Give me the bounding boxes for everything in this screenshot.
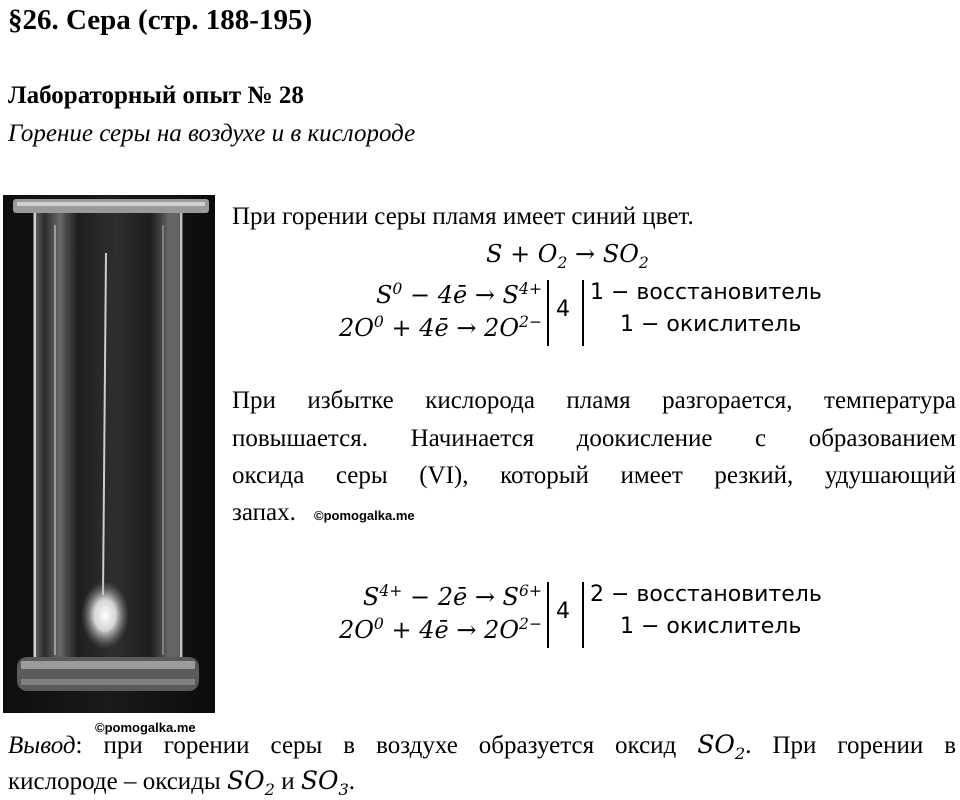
conclusion-text bbox=[8, 727, 956, 799]
excess-oxygen-text: При избытке кислорода пламя разгорается, температура повышается. Начинается доокисление с образованием оксида серы (VI), который имеет резкий, удушающий bbox=[232, 387, 956, 489]
half-reaction-1: $S^0$ − 4ē → $S^{4+}$ bbox=[375, 280, 542, 309]
lab-subheading: Горение серы на воздухе и в кислороде bbox=[8, 120, 416, 147]
redox-block-1 bbox=[232, 278, 542, 348]
excess-oxygen-text-end: запах. bbox=[232, 499, 296, 526]
lab-heading: Лабораторный опыт № 28 bbox=[8, 82, 304, 109]
separator-bar bbox=[547, 280, 549, 346]
conclusion-line-1: Вывод: при горении серы в воздухе образуется оксид $SO_2$. При горении в bbox=[8, 730, 956, 763]
page-title: §26. Сера (стр. 188-195) bbox=[8, 4, 313, 36]
separator-bar bbox=[582, 582, 584, 648]
watermark: ©pomogalka.me bbox=[95, 720, 196, 735]
conclusion-label: Вывод bbox=[8, 732, 76, 759]
separator-bar bbox=[582, 280, 584, 346]
redox-block-2 bbox=[232, 580, 542, 650]
separator-bar bbox=[547, 582, 549, 648]
oxidizer-label: 1 − окислитель bbox=[620, 614, 802, 639]
reducer-label: 1 − восстановитель bbox=[590, 280, 822, 305]
half-reaction-1: $S^{4+}$ − 2ē → $S^{6+}$ bbox=[362, 582, 542, 611]
electron-count: 4 bbox=[556, 297, 570, 322]
half-reaction-2: $2O^0$ + 4ē → $2O^{2-}$ bbox=[338, 313, 542, 342]
flame-color-text: При горении серы пламя имеет синий цвет. bbox=[232, 203, 694, 230]
glass-cylinder-photo bbox=[3, 195, 215, 713]
watermark: ©pomogalka.me bbox=[314, 508, 415, 523]
conclusion-line-2: кислороде – оксиды $SO_2$ и $SO_3$. bbox=[8, 766, 356, 799]
main-equation: $S + O_2 \to SO_2$ bbox=[486, 240, 649, 272]
electron-count: 4 bbox=[556, 599, 570, 624]
half-reaction-2: $2O^0$ + 4ē → $2O^{2-}$ bbox=[338, 615, 542, 644]
reducer-label: 2 − восстановитель bbox=[590, 582, 822, 607]
oxidizer-label: 1 − окислитель bbox=[620, 312, 802, 337]
